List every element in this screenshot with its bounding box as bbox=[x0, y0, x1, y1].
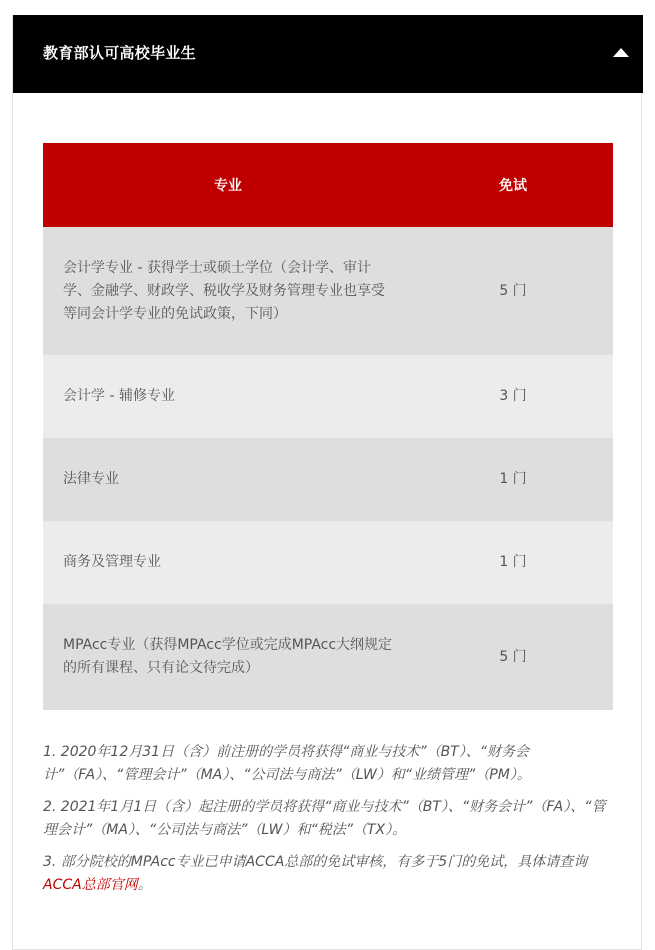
footnote-1: 1. 2020年12月31日（含）前注册的学员将获得“商业与技术”（BT）、“财务会计”（FA）、“管理会计”（MA）、“公司法与商法”（LW）和“业绩管理”（PM）。 bbox=[43, 744, 531, 783]
table-row bbox=[43, 227, 613, 355]
accordion-header[interactable] bbox=[13, 15, 643, 93]
table-cell-exempt: 5 门 bbox=[413, 227, 613, 355]
table-cell-major: 会计学专业 - 获得学士或硕士学位（会计学、审计学、金融学、财政学、税收学及财务管理专业也享受等同会计学专业的免试政策，下同） bbox=[43, 227, 413, 355]
table-cell-major: 商务及管理专业 bbox=[43, 521, 413, 604]
footnotes bbox=[43, 741, 618, 906]
footnote-3 bbox=[43, 851, 618, 897]
footnote-3-text: 3. 部分院校的MPAcc专业已申请ACCA总部的免试审核，有多于5门的免试，具体请查询 bbox=[43, 854, 588, 870]
table-cell-exempt: 1 门 bbox=[413, 438, 613, 521]
table-cell-exempt: 3 门 bbox=[413, 355, 613, 438]
table-row bbox=[43, 438, 613, 521]
table-cell-major: MPAcc专业（获得MPAcc学位或完成MPAcc大纲规定的所有课程、只有论文待完成） bbox=[43, 604, 413, 710]
footnote-2: 2. 2021年1月1日（含）起注册的学员将获得“商业与技术”（BT）、“财务会计”（FA）、“管理会计”（MA）、“公司法与商法”（LW）和“税法”（TX）。 bbox=[43, 799, 606, 838]
acca-official-site-link[interactable]: ACCA总部官网 bbox=[43, 877, 138, 893]
exemption-table bbox=[43, 143, 613, 710]
table-row bbox=[43, 355, 613, 438]
table-cell-major: 法律专业 bbox=[43, 438, 413, 521]
table-cell-major: 会计学 - 辅修专业 bbox=[43, 355, 413, 438]
exemption-table-wrapper bbox=[43, 143, 613, 710]
table-cell-exempt: 5 门 bbox=[413, 604, 613, 710]
table-cell-exempt: 1 门 bbox=[413, 521, 613, 604]
column-header-major: 专业 bbox=[43, 143, 413, 227]
table-header-row bbox=[43, 143, 613, 227]
chevron-up-icon[interactable] bbox=[613, 48, 629, 57]
footnote-3-suffix: 。 bbox=[137, 877, 152, 893]
table-row bbox=[43, 604, 613, 710]
table-row bbox=[43, 521, 613, 604]
accordion-panel bbox=[12, 15, 642, 950]
column-header-exempt: 免试 bbox=[413, 143, 613, 227]
accordion-title: 教育部认可高校毕业生 bbox=[43, 44, 197, 62]
